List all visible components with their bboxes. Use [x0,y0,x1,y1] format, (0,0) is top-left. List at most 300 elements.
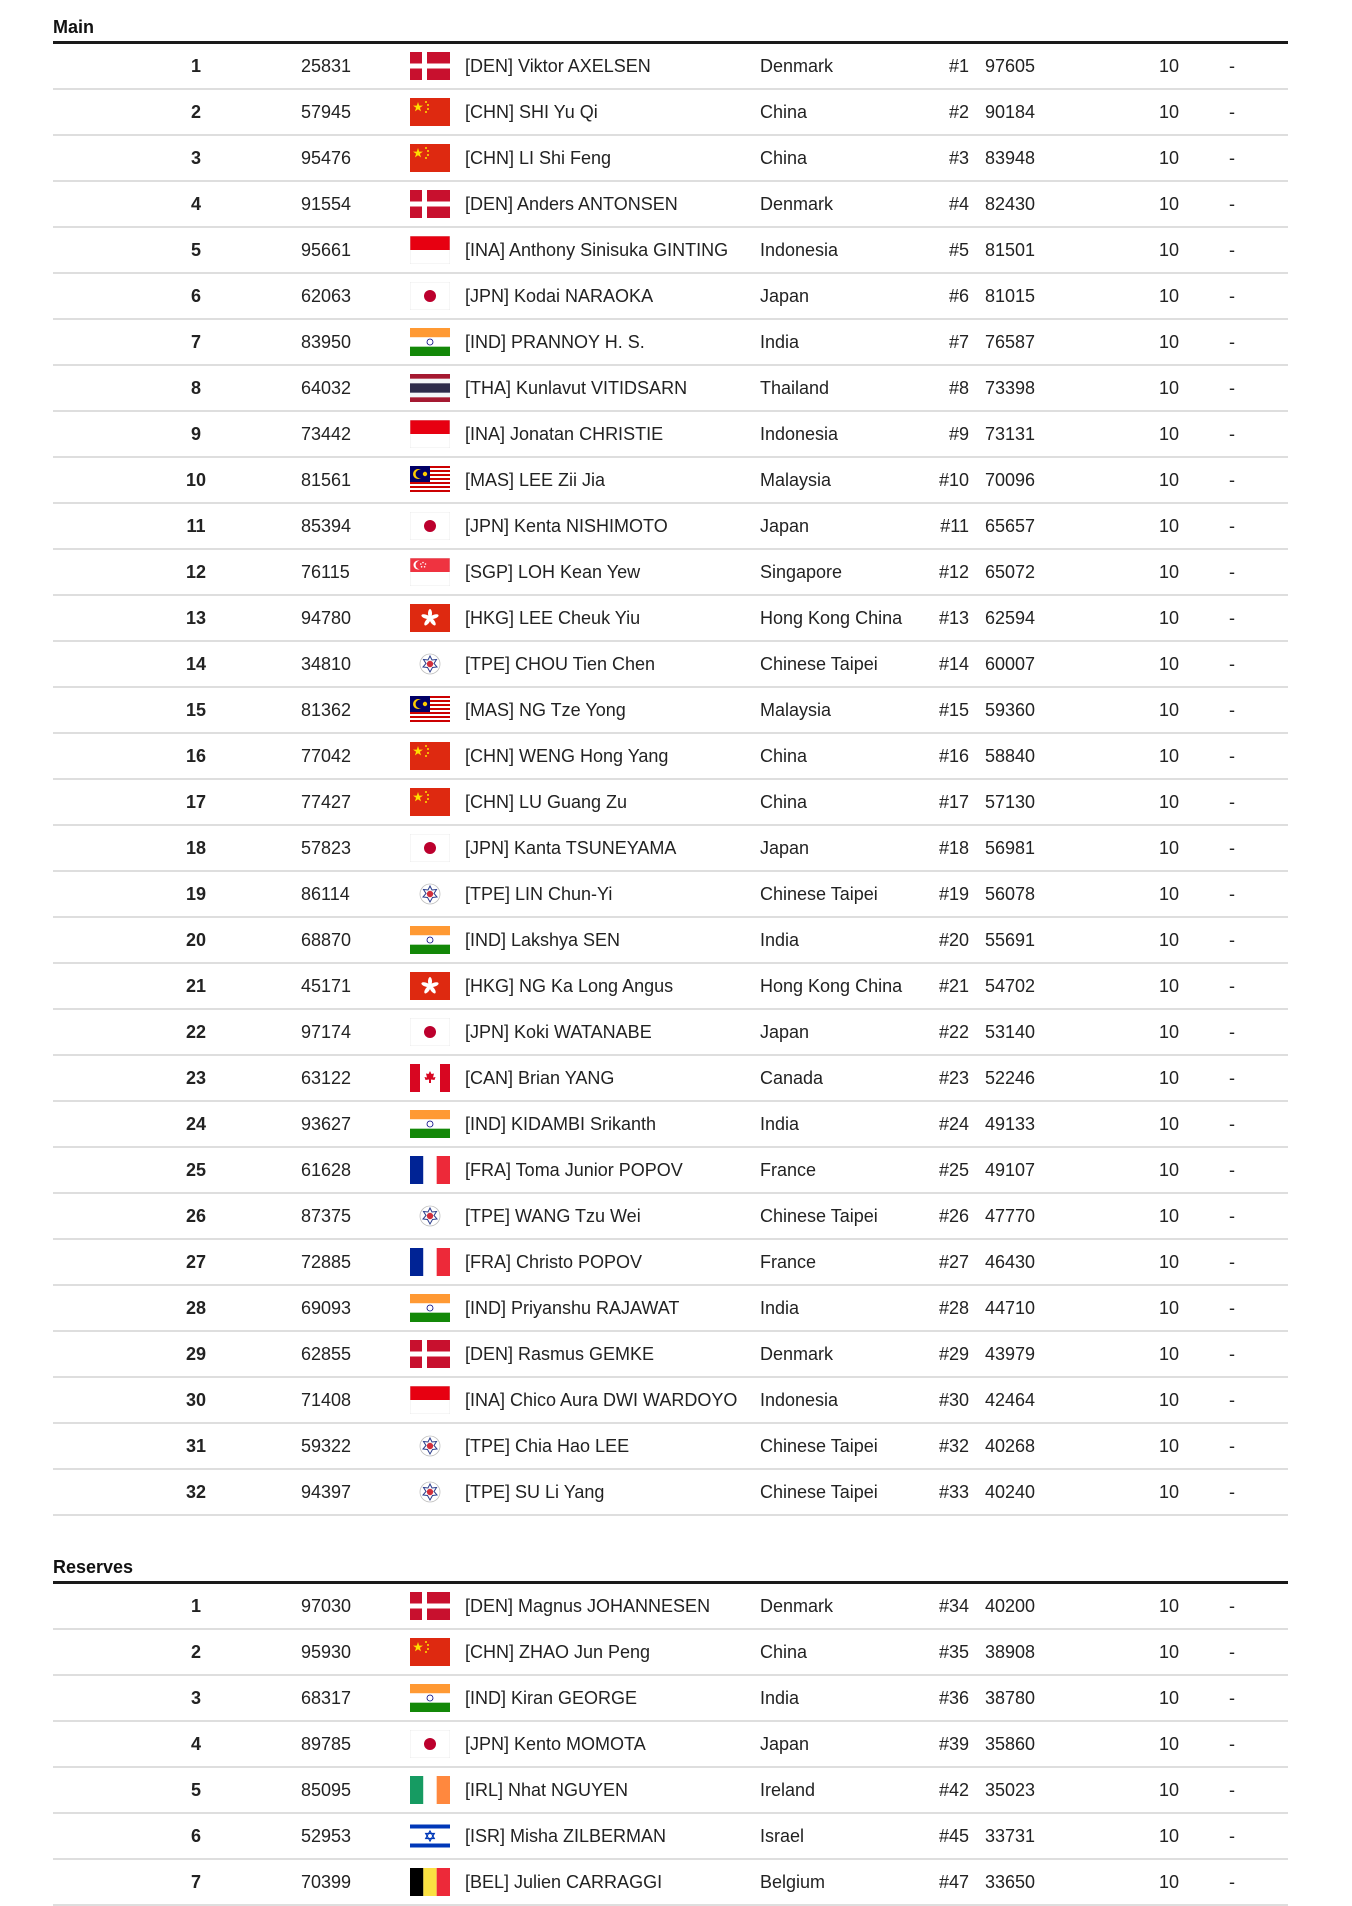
flag-den-icon [410,1592,450,1620]
player-country: China [760,746,808,766]
world-rank: #33 [938,1482,969,1502]
player-name-link[interactable]: [DEN] Viktor AXELSEN [465,56,651,76]
player-name-link[interactable]: [JPN] Kenta NISHIMOTO [465,516,668,536]
ranking-points: 35023 [985,1780,1036,1800]
section-title: Main [53,17,95,37]
status-placeholder: - [1229,470,1235,490]
status-placeholder: - [1229,1482,1235,1502]
seed-number: 10 [185,470,207,490]
tournaments-count: 10 [1159,1390,1180,1410]
status-placeholder: - [1229,1344,1235,1364]
player-country: Denmark [760,194,834,214]
player-country: Chinese Taipei [760,884,878,904]
status-placeholder: - [1229,240,1235,260]
player-id: 91554 [301,194,352,214]
table-row [53,1424,1288,1470]
player-id: 69093 [301,1298,352,1318]
player-id: 34810 [301,654,352,674]
player-id: 68317 [301,1688,352,1708]
player-name-link[interactable]: [MAS] NG Tze Yong [465,700,626,720]
ranking-points: 82430 [985,194,1036,214]
seed-number: 9 [190,424,201,444]
tournaments-count: 10 [1159,1022,1180,1042]
player-country: Hong Kong China [760,976,903,996]
status-placeholder: - [1229,424,1235,444]
player-name-link[interactable]: [CHN] LU Guang Zu [465,792,628,812]
table-row [53,1860,1288,1906]
seed-number: 7 [190,1872,201,1892]
ranking-points: 65072 [985,562,1036,582]
player-name-link[interactable]: [BEL] Julien CARRAGGI [465,1872,663,1892]
player-country: Japan [760,1022,810,1042]
player-name-link[interactable]: [TPE] WANG Tzu Wei [465,1206,641,1226]
ranking-points: 60007 [985,654,1036,674]
status-placeholder: - [1229,1826,1235,1846]
player-country: Hong Kong China [760,608,903,628]
ranking-points: 54702 [985,976,1036,996]
ranking-points: 70096 [985,470,1036,490]
flag-tha-icon [410,374,450,402]
status-placeholder: - [1229,148,1235,168]
player-country: Chinese Taipei [760,654,878,674]
flag-bel-icon [410,1868,450,1896]
flag-chn-icon [410,144,450,172]
seed-number: 5 [190,240,201,260]
seed-number: 11 [186,516,206,536]
player-name-link[interactable]: [IND] PRANNOY H. S. [465,332,645,352]
ranking-points: 46430 [985,1252,1036,1272]
table-row [53,1584,1288,1630]
tournaments-count: 10 [1159,1344,1180,1364]
status-placeholder: - [1229,286,1235,306]
player-name-link[interactable]: [CAN] Brian YANG [465,1068,615,1088]
ranking-points: 33650 [985,1872,1036,1892]
player-name-link[interactable]: [JPN] Kodai NARAOKA [465,286,654,306]
flag-fra-icon [410,1248,450,1276]
seed-number: 22 [185,1022,207,1042]
player-name-link[interactable]: [TPE] LIN Chun-Yi [465,884,613,904]
seed-number: 12 [185,562,207,582]
player-name-link[interactable]: [CHN] LI Shi Feng [465,148,612,168]
status-placeholder: - [1229,378,1235,398]
table-row [53,1470,1288,1516]
tournaments-count: 10 [1159,194,1180,214]
table-row [53,1814,1288,1860]
flag-fra-icon [410,1156,450,1184]
player-id: 62063 [301,286,352,306]
flag-den-icon [410,52,450,80]
world-rank: #19 [938,884,969,904]
player-id: 57945 [301,102,352,122]
world-rank: #24 [938,1114,969,1134]
player-id: 94397 [301,1482,352,1502]
tournaments-count: 10 [1159,470,1180,490]
seed-number: 31 [185,1436,207,1456]
tournaments-count: 10 [1159,1826,1180,1846]
world-rank: #27 [938,1252,969,1272]
player-id: 87375 [301,1206,352,1226]
flag-tpe-icon [410,1432,450,1460]
player-name-link[interactable]: [IND] KIDAMBI Srikanth [465,1114,657,1134]
seed-number: 29 [185,1344,207,1364]
flag-tpe-icon [410,1202,450,1230]
flag-jpn-icon [410,512,450,540]
world-rank: #7 [948,332,969,352]
seed-number: 26 [185,1206,207,1226]
player-country: Indonesia [760,424,839,444]
ranking-points: 59360 [985,700,1036,720]
player-country: India [760,1114,800,1134]
tournaments-count: 10 [1159,1252,1180,1272]
table-row [53,1010,1288,1056]
player-country: Canada [760,1068,824,1088]
table-row [53,504,1288,550]
seed-number: 16 [185,746,207,766]
flag-ind-icon [410,328,450,356]
player-name-link[interactable]: [INA] Anthony Sinisuka GINTING [465,240,729,260]
seed-number: 6 [190,1826,201,1846]
player-country: China [760,792,808,812]
table-row [53,918,1288,964]
seed-number: 24 [185,1114,207,1134]
ranking-points: 38780 [985,1688,1036,1708]
world-rank: #15 [938,700,969,720]
seed-number: 14 [185,654,207,674]
player-name-link[interactable]: [THA] Kunlavut VITIDSARN [465,378,688,398]
ranking-points: 35860 [985,1734,1036,1754]
tournaments-count: 10 [1159,1780,1180,1800]
tournaments-count: 10 [1159,332,1180,352]
section-header-reserves [53,1542,1288,1584]
player-id: 94780 [301,608,352,628]
player-id: 52953 [301,1826,352,1846]
status-placeholder: - [1229,1872,1235,1892]
player-country: Denmark [760,1596,834,1616]
player-country: Japan [760,838,810,858]
flag-chn-icon [410,788,450,816]
world-rank: #22 [938,1022,969,1042]
player-id: 72885 [301,1252,352,1272]
world-rank: #23 [938,1068,969,1088]
world-rank: #34 [938,1596,969,1616]
table-row [53,780,1288,826]
world-rank: #4 [948,194,969,214]
table-row [53,1286,1288,1332]
tournaments-count: 10 [1159,1160,1180,1180]
seed-number: 18 [185,838,207,858]
seed-number: 4 [190,194,201,214]
flag-jpn-icon [410,1018,450,1046]
flag-ind-icon [410,1294,450,1322]
player-name-link[interactable]: [INA] Chico Aura DWI WARDOYO [465,1390,738,1410]
player-id: 64032 [301,378,352,398]
status-placeholder: - [1229,976,1235,996]
status-placeholder: - [1229,1780,1235,1800]
player-id: 68870 [301,930,352,950]
status-placeholder: - [1229,1596,1235,1616]
status-placeholder: - [1229,792,1235,812]
player-id: 62855 [301,1344,352,1364]
section-header-main [53,0,1288,44]
player-name-link[interactable]: [INA] Jonatan CHRISTIE [465,424,664,444]
table-row [53,734,1288,780]
seed-number: 20 [185,930,207,950]
status-placeholder: - [1229,608,1235,628]
table-row [53,1056,1288,1102]
world-rank: #18 [938,838,969,858]
player-name-link[interactable]: [CHN] WENG Hong Yang [465,746,669,766]
seed-number: 4 [190,1734,201,1754]
status-placeholder: - [1229,1642,1235,1662]
player-id: 76115 [301,562,350,582]
flag-jpn-icon [410,834,450,862]
player-id: 81362 [301,700,352,720]
player-country: Israel [760,1826,805,1846]
world-rank: #3 [948,148,969,168]
tournaments-count: 10 [1159,1436,1180,1456]
flag-isr-icon [410,1822,450,1850]
ranking-points: 53140 [985,1022,1036,1042]
player-country: Singapore [760,562,843,582]
status-placeholder: - [1229,930,1235,950]
status-placeholder: - [1229,700,1235,720]
table-row [53,412,1288,458]
world-rank: #1 [948,56,969,76]
player-country: China [760,102,808,122]
world-rank: #36 [938,1688,969,1708]
seed-number: 1 [190,1596,201,1616]
table-row [53,688,1288,734]
status-placeholder: - [1229,654,1235,674]
tournaments-count: 10 [1159,1114,1180,1134]
player-name-link[interactable]: [HKG] NG Ka Long Angus [465,976,674,996]
player-id: 85095 [301,1780,352,1800]
world-rank: #42 [938,1780,969,1800]
world-rank: #13 [938,608,969,628]
table-row [53,320,1288,366]
player-country: Chinese Taipei [760,1206,878,1226]
player-country: Thailand [760,378,830,398]
table-row [53,1102,1288,1148]
tournaments-count: 10 [1159,102,1180,122]
world-rank: #32 [938,1436,969,1456]
player-id: 83950 [301,332,352,352]
tournaments-count: 10 [1159,1734,1180,1754]
table-row [53,1630,1288,1676]
flag-jpn-icon [410,282,450,310]
player-country: Ireland [760,1780,816,1800]
status-placeholder: - [1229,516,1235,536]
player-id: 25831 [301,56,352,76]
player-country: Chinese Taipei [760,1482,878,1502]
player-country: China [760,148,808,168]
ranking-points: 42464 [985,1390,1036,1410]
table-row [53,458,1288,504]
player-name-link[interactable]: [TPE] Chia Hao LEE [465,1436,630,1456]
player-name-link[interactable]: [CHN] ZHAO Jun Peng [465,1642,651,1662]
player-id: 77427 [301,792,352,812]
seed-number: 2 [190,1642,201,1662]
player-name-link[interactable]: [HKG] LEE Cheuk Yiu [465,608,641,628]
seed-number: 30 [185,1390,207,1410]
ranking-points: 81501 [985,240,1036,260]
player-name-link[interactable]: [FRA] Christo POPOV [465,1252,643,1272]
ranking-points: 73131 [985,424,1036,444]
player-name-link[interactable]: [JPN] Kanta TSUNEYAMA [465,838,677,858]
player-name-link[interactable]: [TPE] SU Li Yang [465,1482,605,1502]
player-country: Denmark [760,56,834,76]
ranking-points: 81015 [985,286,1036,306]
seed-number: 28 [185,1298,207,1318]
world-rank: #11 [940,516,969,536]
player-name-link[interactable]: [TPE] CHOU Tien Chen [465,654,656,674]
flag-den-icon [410,190,450,218]
seed-number: 5 [190,1780,201,1800]
world-rank: #9 [948,424,969,444]
seed-number: 6 [190,286,201,306]
player-country: Belgium [760,1872,826,1892]
flag-jpn-icon [410,1730,450,1758]
tournaments-count: 10 [1159,1642,1180,1662]
flag-tpe-icon [410,1478,450,1506]
table-row [53,1722,1288,1768]
flag-den-icon [410,1340,450,1368]
tournaments-count: 10 [1159,976,1180,996]
world-rank: #20 [938,930,969,950]
player-name-link[interactable]: [DEN] Anders ANTONSEN [465,194,678,214]
world-rank: #45 [938,1826,969,1846]
player-country: France [760,1160,817,1180]
world-rank: #6 [948,286,969,306]
player-id: 63122 [301,1068,352,1088]
player-country: India [760,1688,800,1708]
world-rank: #17 [938,792,969,812]
player-name-link[interactable]: [IND] Priyanshu RAJAWAT [465,1298,680,1318]
tournaments-count: 10 [1159,516,1180,536]
ranking-points: 56078 [985,884,1036,904]
ranking-points: 38908 [985,1642,1036,1662]
player-name-link[interactable]: [CHN] SHI Yu Qi [465,102,598,122]
tournaments-count: 10 [1159,424,1180,444]
player-id: 95930 [301,1642,352,1662]
player-name-link[interactable]: [MAS] LEE Zii Jia [465,470,606,490]
tournaments-count: 10 [1159,240,1180,260]
tournaments-count: 10 [1159,562,1180,582]
ranking-points: 44710 [985,1298,1036,1318]
table-row [53,1768,1288,1814]
ranking-points: 65657 [985,516,1036,536]
tournaments-count: 10 [1159,1298,1180,1318]
player-id: 95476 [301,148,352,168]
tournaments-count: 10 [1159,746,1180,766]
player-name-link[interactable]: [FRA] Toma Junior POPOV [465,1160,683,1180]
section-spacer [53,1516,1288,1542]
player-name-link[interactable]: [JPN] Kento MOMOTA [465,1734,646,1754]
seed-number: 15 [185,700,207,720]
player-country: Indonesia [760,1390,839,1410]
ranking-points: 43979 [985,1344,1036,1364]
table-row [53,182,1288,228]
flag-chn-icon [410,1638,450,1666]
status-placeholder: - [1229,1436,1235,1456]
status-placeholder: - [1229,194,1235,214]
seed-number: 19 [185,884,207,904]
flag-hkg-icon [410,972,450,1000]
world-rank: #47 [938,1872,969,1892]
ranking-points: 55691 [985,930,1036,950]
ranking-points: 47770 [985,1206,1036,1226]
ranking-points: 52246 [985,1068,1036,1088]
table-row [53,596,1288,642]
player-country: India [760,332,800,352]
tournaments-count: 10 [1159,654,1180,674]
status-placeholder: - [1229,56,1235,76]
flag-ind-icon [410,1684,450,1712]
tournaments-count: 10 [1159,792,1180,812]
world-rank: #14 [938,654,969,674]
status-placeholder: - [1229,884,1235,904]
world-rank: #39 [938,1734,969,1754]
table-row [53,1194,1288,1240]
player-name-link[interactable]: [DEN] Rasmus GEMKE [465,1344,655,1364]
player-name-link[interactable]: [DEN] Magnus JOHANNESEN [465,1596,711,1616]
player-name-link[interactable]: [IND] Lakshya SEN [465,930,621,950]
status-placeholder: - [1229,838,1235,858]
player-id: 97030 [301,1596,352,1616]
flag-ina-icon [410,236,450,264]
seed-number: 8 [190,378,201,398]
ranking-points: 40240 [985,1482,1036,1502]
seed-number: 21 [185,976,207,996]
flag-tpe-icon [410,880,450,908]
player-name-link[interactable]: [JPN] Koki WATANABE [465,1022,652,1042]
player-name-link[interactable]: [SGP] LOH Kean Yew [465,562,641,582]
table-row [53,274,1288,320]
player-name-link[interactable]: [IND] Kiran GEORGE [465,1688,638,1708]
player-name-link[interactable]: [IRL] Nhat NGUYEN [465,1780,629,1800]
player-country: Malaysia [760,470,832,490]
ranking-points: 40200 [985,1596,1036,1616]
world-rank: #28 [938,1298,969,1318]
table-row [53,228,1288,274]
player-id: 70399 [301,1872,352,1892]
player-id: 71408 [301,1390,352,1410]
status-placeholder: - [1229,562,1235,582]
ranking-points: 90184 [985,102,1036,122]
player-name-link[interactable]: [ISR] Misha ZILBERMAN [465,1826,667,1846]
world-rank: #29 [938,1344,969,1364]
ranking-points: 56981 [985,838,1036,858]
player-country: India [760,930,800,950]
player-country: Malaysia [760,700,832,720]
flag-ind-icon [410,1110,450,1138]
table-row [53,826,1288,872]
world-rank: #8 [948,378,969,398]
player-country: Chinese Taipei [760,1436,878,1456]
section-title: Reserves [53,1557,134,1577]
player-id: 97174 [301,1022,352,1042]
ranking-points: 62594 [985,608,1036,628]
player-id: 86114 [301,884,350,904]
status-placeholder: - [1229,1298,1235,1318]
entry-list [53,0,1288,1906]
status-placeholder: - [1229,1160,1235,1180]
table-row [53,1240,1288,1286]
world-rank: #25 [938,1160,969,1180]
ranking-points: 83948 [985,148,1036,168]
status-placeholder: - [1229,1068,1235,1088]
seed-number: 7 [190,332,201,352]
